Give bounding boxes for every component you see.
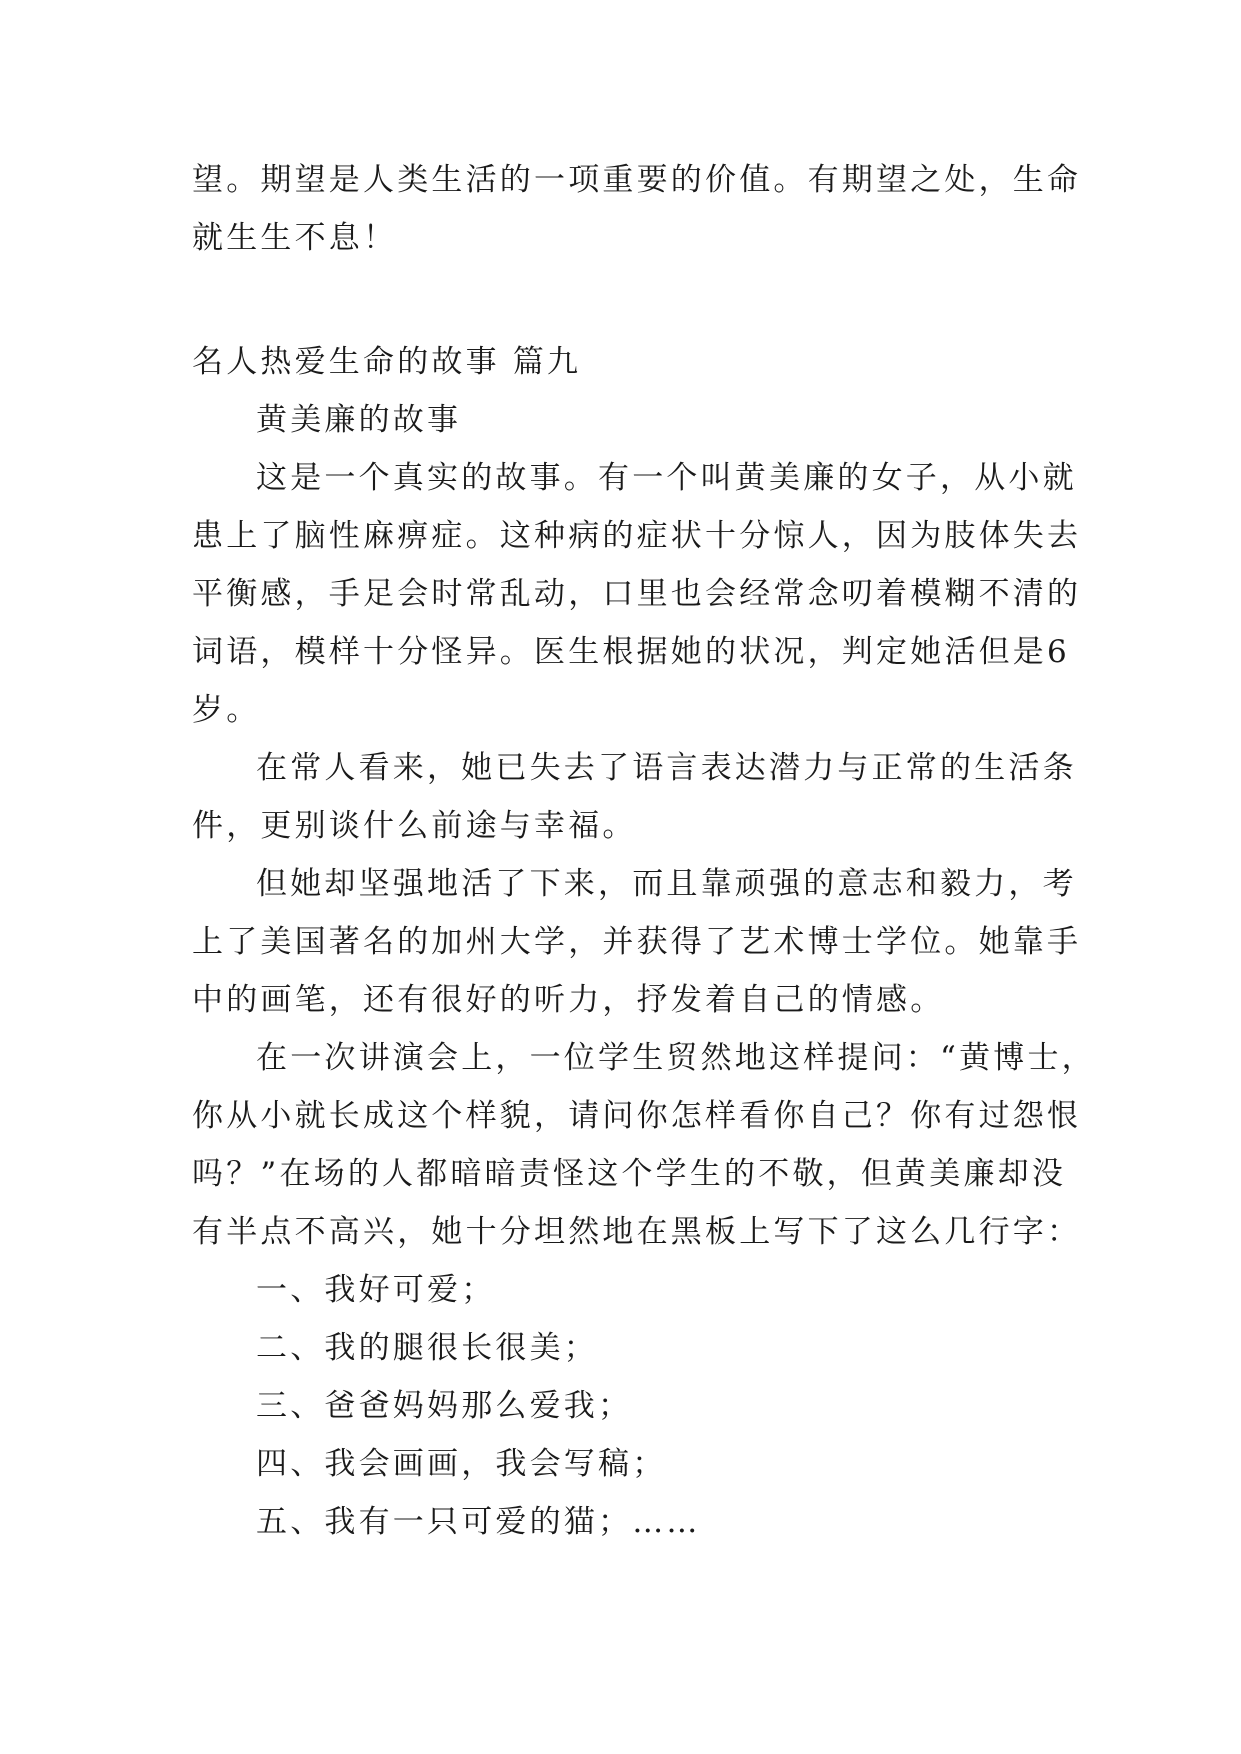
paragraph-line: 在一次讲演会上，一位学生贸然地这样提问：“黄博士，: [256, 1040, 1096, 1076]
paragraph-line: 望。期望是人类生活的一项重要的价值。有期望之处，生命: [192, 162, 1082, 198]
paragraph-line: 但她却坚强地活了下来，而且靠顽强的意志和毅力，考: [256, 866, 1077, 902]
paragraph-line: 件，更别谈什么前途与幸福。: [192, 808, 637, 844]
story-title: 黄美廉的故事: [256, 402, 462, 438]
paragraph-line: 你从小就长成这个样貌，请问你怎样看你自己？你有过怨恨: [192, 1098, 1082, 1134]
paragraph-line: 这是一个真实的故事。有一个叫黄美廉的女子，从小就: [256, 460, 1077, 496]
list-item: 三、爸爸妈妈那么爱我；: [256, 1388, 633, 1424]
paragraph-line: 岁。: [192, 692, 261, 728]
paragraph-line: 在常人看来，她已失去了语言表达潜力与正常的生活条: [256, 750, 1077, 786]
paragraph-line: 词语，模样十分怪异。医生根据她的状况，判定她活但是6: [192, 634, 1070, 670]
paragraph-line: 有半点不高兴，她十分坦然地在黑板上写下了这么几行字：: [192, 1214, 1082, 1250]
paragraph-line: 上了美国著名的加州大学，并获得了艺术博士学位。她靠手: [192, 924, 1082, 960]
list-item: 一、我好可爱；: [256, 1272, 496, 1308]
paragraph-line: 中的画笔，还有很好的听力，抒发着自己的情感。: [192, 982, 945, 1018]
list-item: 二、我的腿很长很美；: [256, 1330, 598, 1366]
section-heading: 名人热爱生命的故事 篇九: [192, 344, 582, 380]
paragraph-line: 就生生不息！: [192, 220, 398, 256]
paragraph-line: 患上了脑性麻痹症。这种病的症状十分惊人，因为肢体失去: [192, 518, 1082, 554]
paragraph-line: 平衡感，手足会时常乱动，口里也会经常念叨着模糊不清的: [192, 576, 1082, 612]
paragraph-line: 吗？”在场的人都暗暗责怪这个学生的不敬，但黄美廉却没: [192, 1156, 1067, 1192]
list-item: 四、我会画画，我会写稿；: [256, 1446, 667, 1482]
list-item: 五、我有一只可爱的猫；……: [256, 1504, 701, 1540]
